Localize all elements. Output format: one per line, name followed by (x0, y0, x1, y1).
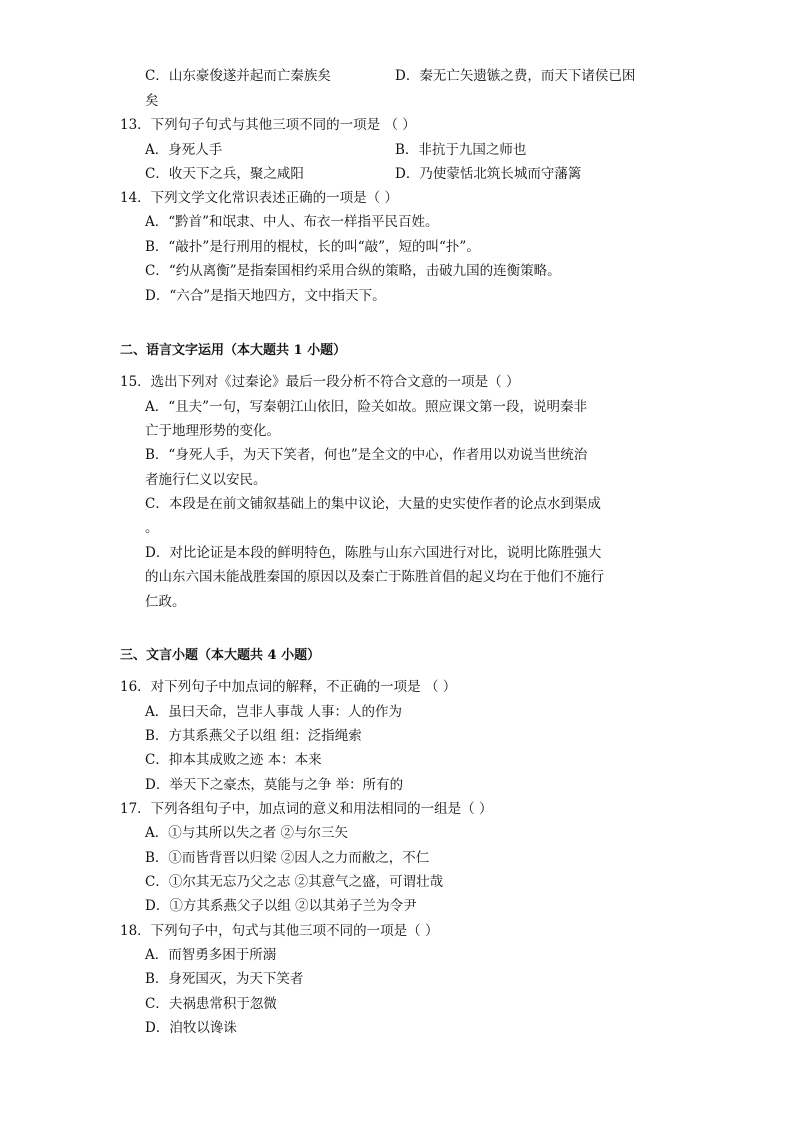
q18-option-d: D．洎牧以谗诛 (145, 1020, 237, 1036)
q16-option-b: B．方其系燕父子以组 组：泛指绳索 (145, 728, 362, 744)
q15-option-d-line3: 仁政。 (145, 594, 186, 610)
q16-option-c: C．抑本其成败之迹 本：本来 (145, 752, 322, 768)
q13-option-b: B．非抗于九国之师也 (395, 142, 527, 158)
q12-option-c: C．山东豪俊遂并起而亡秦族矣 (145, 68, 331, 84)
q13-stem: 13．下列句子句式与其他三项不同的一项是 （ ） (120, 117, 416, 133)
q14-option-a: A．“黔首”和氓隶、中人、布衣一样指平民百姓。 (145, 214, 439, 230)
q18-option-a: A．而智勇多困于所溺 (145, 947, 277, 963)
q18-option-c: C．夫祸患常积于忽微 (145, 996, 277, 1012)
q16-stem: 16．对下列句子中加点词的解释，不正确的一项是 （ ） (120, 679, 457, 695)
q15-option-a-line2: 亡于地理形势的变化。 (145, 423, 280, 439)
q13-option-c: C．收天下之兵，聚之咸阳 (145, 166, 304, 182)
section-2-heading: 二、语言文字运用（本大题共 1 小题） (120, 343, 347, 358)
q17-stem: 17．下列各组句子中，加点词的意义和用法相同的一组是（ ） (120, 801, 493, 817)
q12-option-d: D．秦无亡矢遗镞之费，而天下诸侯已困 (395, 68, 636, 84)
q14-option-c: C．“约从离衡”是指秦国相约采用合纵的策略，击破九国的连衡策略。 (145, 263, 561, 279)
q16-option-d: D．举天下之豪杰，莫能与之争 举：所有的 (145, 777, 404, 793)
q14-option-d: D．“六合”是指天地四方，文中指天下。 (145, 288, 386, 304)
q15-option-a-line1: A．“且夫”一句，写秦朝江山依旧，险关如故。照应课文第一段，说明秦非 (145, 399, 588, 415)
q17-option-a: A．①与其所以失之者 ②与尔三矢 (145, 825, 349, 841)
q15-option-d-line1: D．对比论证是本段的鲜明特色，陈胜与山东六国进行对比，说明比陈胜强大 (145, 545, 602, 561)
q17-option-c: C．①尔其无忘乃父之志 ②其意气之盛，可谓壮哉 (145, 874, 444, 890)
q14-option-b: B．“敲扑”是行刑用的棍杖，长的叫“敲”，短的叫“扑”。 (145, 239, 480, 255)
q18-stem: 18．下列句子中，句式与其他三项不同的一项是（ ） (120, 923, 439, 939)
q16-option-a: A．虽曰天命，岂非人事哉 人事：人的作为 (145, 704, 403, 720)
q13-option-d: D．乃使蒙恬北筑长城而守藩篱 (395, 166, 582, 182)
q13-option-a: A．身死人手 (145, 142, 223, 158)
q15-stem: 15．选出下列对《过秦论》最后一段分析不符合文意的一项是（ ） (120, 374, 520, 390)
q15-option-c-line1: C．本段是在前文铺叙基础上的集中议论，大量的史实使作者的论点水到渠成 (145, 496, 601, 512)
q17-option-d: D．①方其系燕父子以组 ②以其弟子兰为令尹 (145, 898, 417, 914)
q18-option-b: B．身死国灭，为天下笑者 (145, 971, 304, 987)
q15-option-b-line1: B．“身死人手，为天下笑者，何也”是全文的中心，作者用以劝说当世统治 (145, 447, 588, 463)
q17-option-b: B．①而皆背晋以归梁 ②因人之力而敝之，不仁 (145, 850, 430, 866)
q12-option-d-continued: 矣 (145, 93, 159, 109)
q15-option-b-line2: 者施行仁义以安民。 (145, 472, 267, 488)
q15-option-d-line2: 的山东六国未能战胜秦国的原因以及秦亡于陈胜首倡的起义均在于他们不施行 (145, 569, 604, 585)
q14-stem: 14．下列文学文化常识表述正确的一项是（ ） (120, 190, 398, 206)
section-3-heading: 三、文言小题（本大题共 4 小题） (120, 648, 321, 663)
q15-option-c-line2: 。 (145, 520, 159, 536)
